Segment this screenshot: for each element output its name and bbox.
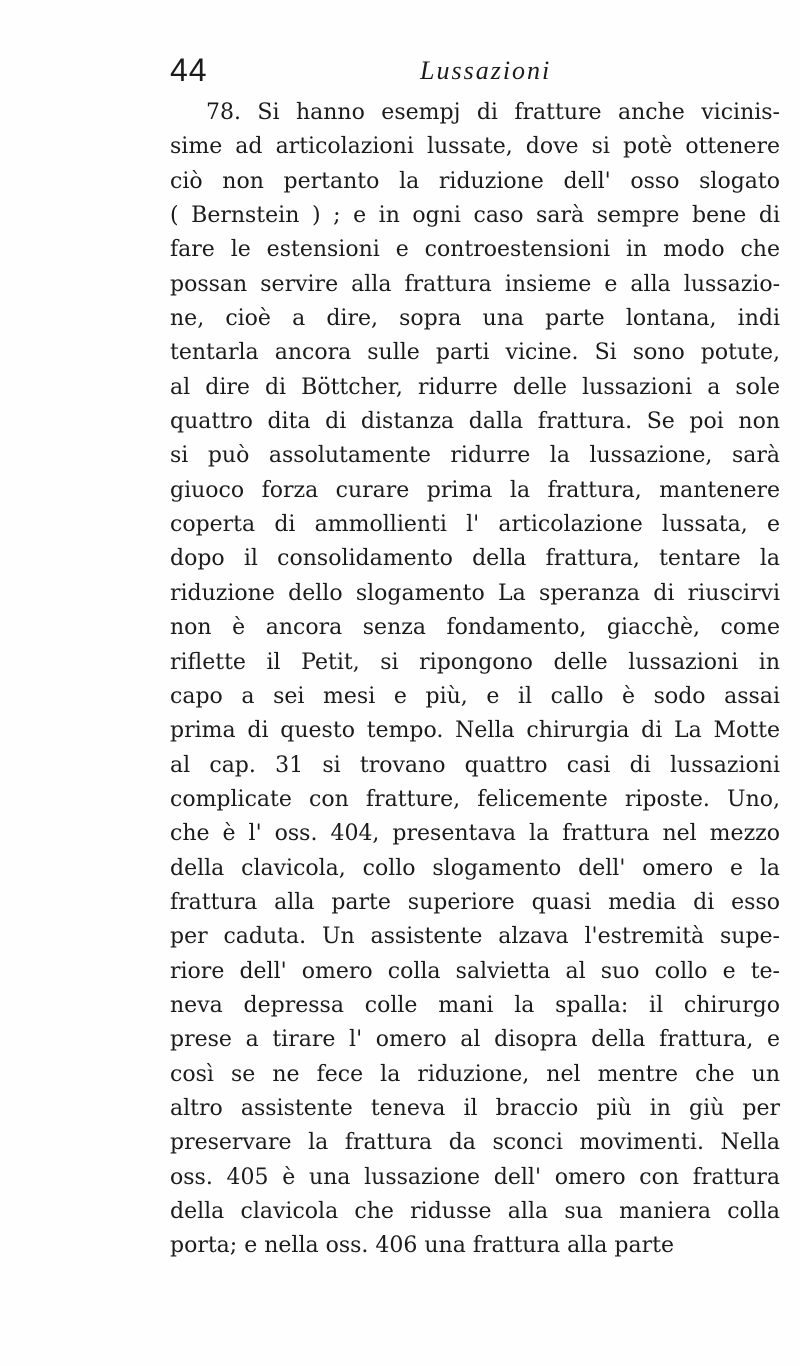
text-line: riore dell' omero colla salvietta al suo collo e te- [170,958,780,984]
text-line: coperta di ammollienti l' articolazione lussata, e [170,512,780,538]
text-line: ne, cioè a dire, sopra una parte lontana, indi [170,306,780,332]
text-line: fare le estensioni e controestensioni in modo che [170,237,780,263]
page-header [0,52,800,100]
body-paragraph [170,96,780,1264]
text-line: complicate con fratture, felicemente riposte. Uno, [170,786,780,812]
text-line: ciò non pertanto la riduzione dell' osso slogato [170,168,780,194]
text-line: oss. 405 è una lussazione dell' omero con frattura [170,1164,780,1190]
text-line: quattro dita di distanza dalla frattura. Se poi non [170,409,780,435]
text-line: 78. Si hanno esempj di fratture anche vicinis- [206,100,780,125]
text-line: capo a sei mesi e più, e il callo è sodo assai [170,683,780,709]
running-head: Lussazioni [420,56,552,85]
text-line: prima di questo tempo. Nella chirurgia di La Motte [170,718,780,744]
text-line: altro assistente teneva il braccio più in giù per [170,1095,780,1121]
text-line: così se ne fece la riduzione, nel mentre che un [170,1061,780,1087]
text-line: ( Bernstein ) ; e in ogni caso sarà sempre bene di [170,203,780,229]
text-line: che è l' oss. 404, presentava la frattura nel mezzo [170,821,780,847]
text-line: neva depressa colle mani la spalla: il chirurgo [170,992,780,1018]
text-line: giuoco forza curare prima la frattura, mantenere [170,477,780,503]
text-line: porta; e nella oss. 406 una frattura alla parte [170,1233,674,1259]
text-line: non è ancora senza fondamento, giacchè, come [170,615,780,641]
page-number: 44 [170,52,208,88]
text-line: della clavicola che ridusse alla sua maniera colla [170,1199,780,1224]
text-line: riduzione dello slogamento La speranza di riuscirvi [170,580,780,606]
text-line: tentarla ancora sulle parti vicine. Si sono potute, [170,340,780,366]
text-line: preservare la frattura da sconci movimenti. Nella [170,1130,780,1156]
text-line: prese a tirare l' omero al disopra della frattura, e [170,1027,780,1053]
text-line: per caduta. Un assistente alzava l'estremità supe- [170,924,780,950]
text-line: possan servire alla frattura insieme e alla lussazio- [170,271,780,297]
text-line: al cap. 31 si trovano quattro casi di lussazioni [170,752,780,778]
text-line: della clavicola, collo slogamento dell' omero e la [170,855,780,881]
text-line: dopo il consolidamento della frattura, tentare la [170,546,780,572]
text-line: al dire di Böttcher, ridurre delle lussazioni a sole [170,374,780,400]
text-line: riflette il Petit, si ripongono delle lussazioni in [170,649,780,675]
text-line: frattura alla parte superiore quasi media di esso [170,889,780,915]
text-line: sime ad articolazioni lussate, dove si potè ottenere [170,134,780,160]
text-line: si può assolutamente ridurre la lussazione, sarà [170,443,780,469]
